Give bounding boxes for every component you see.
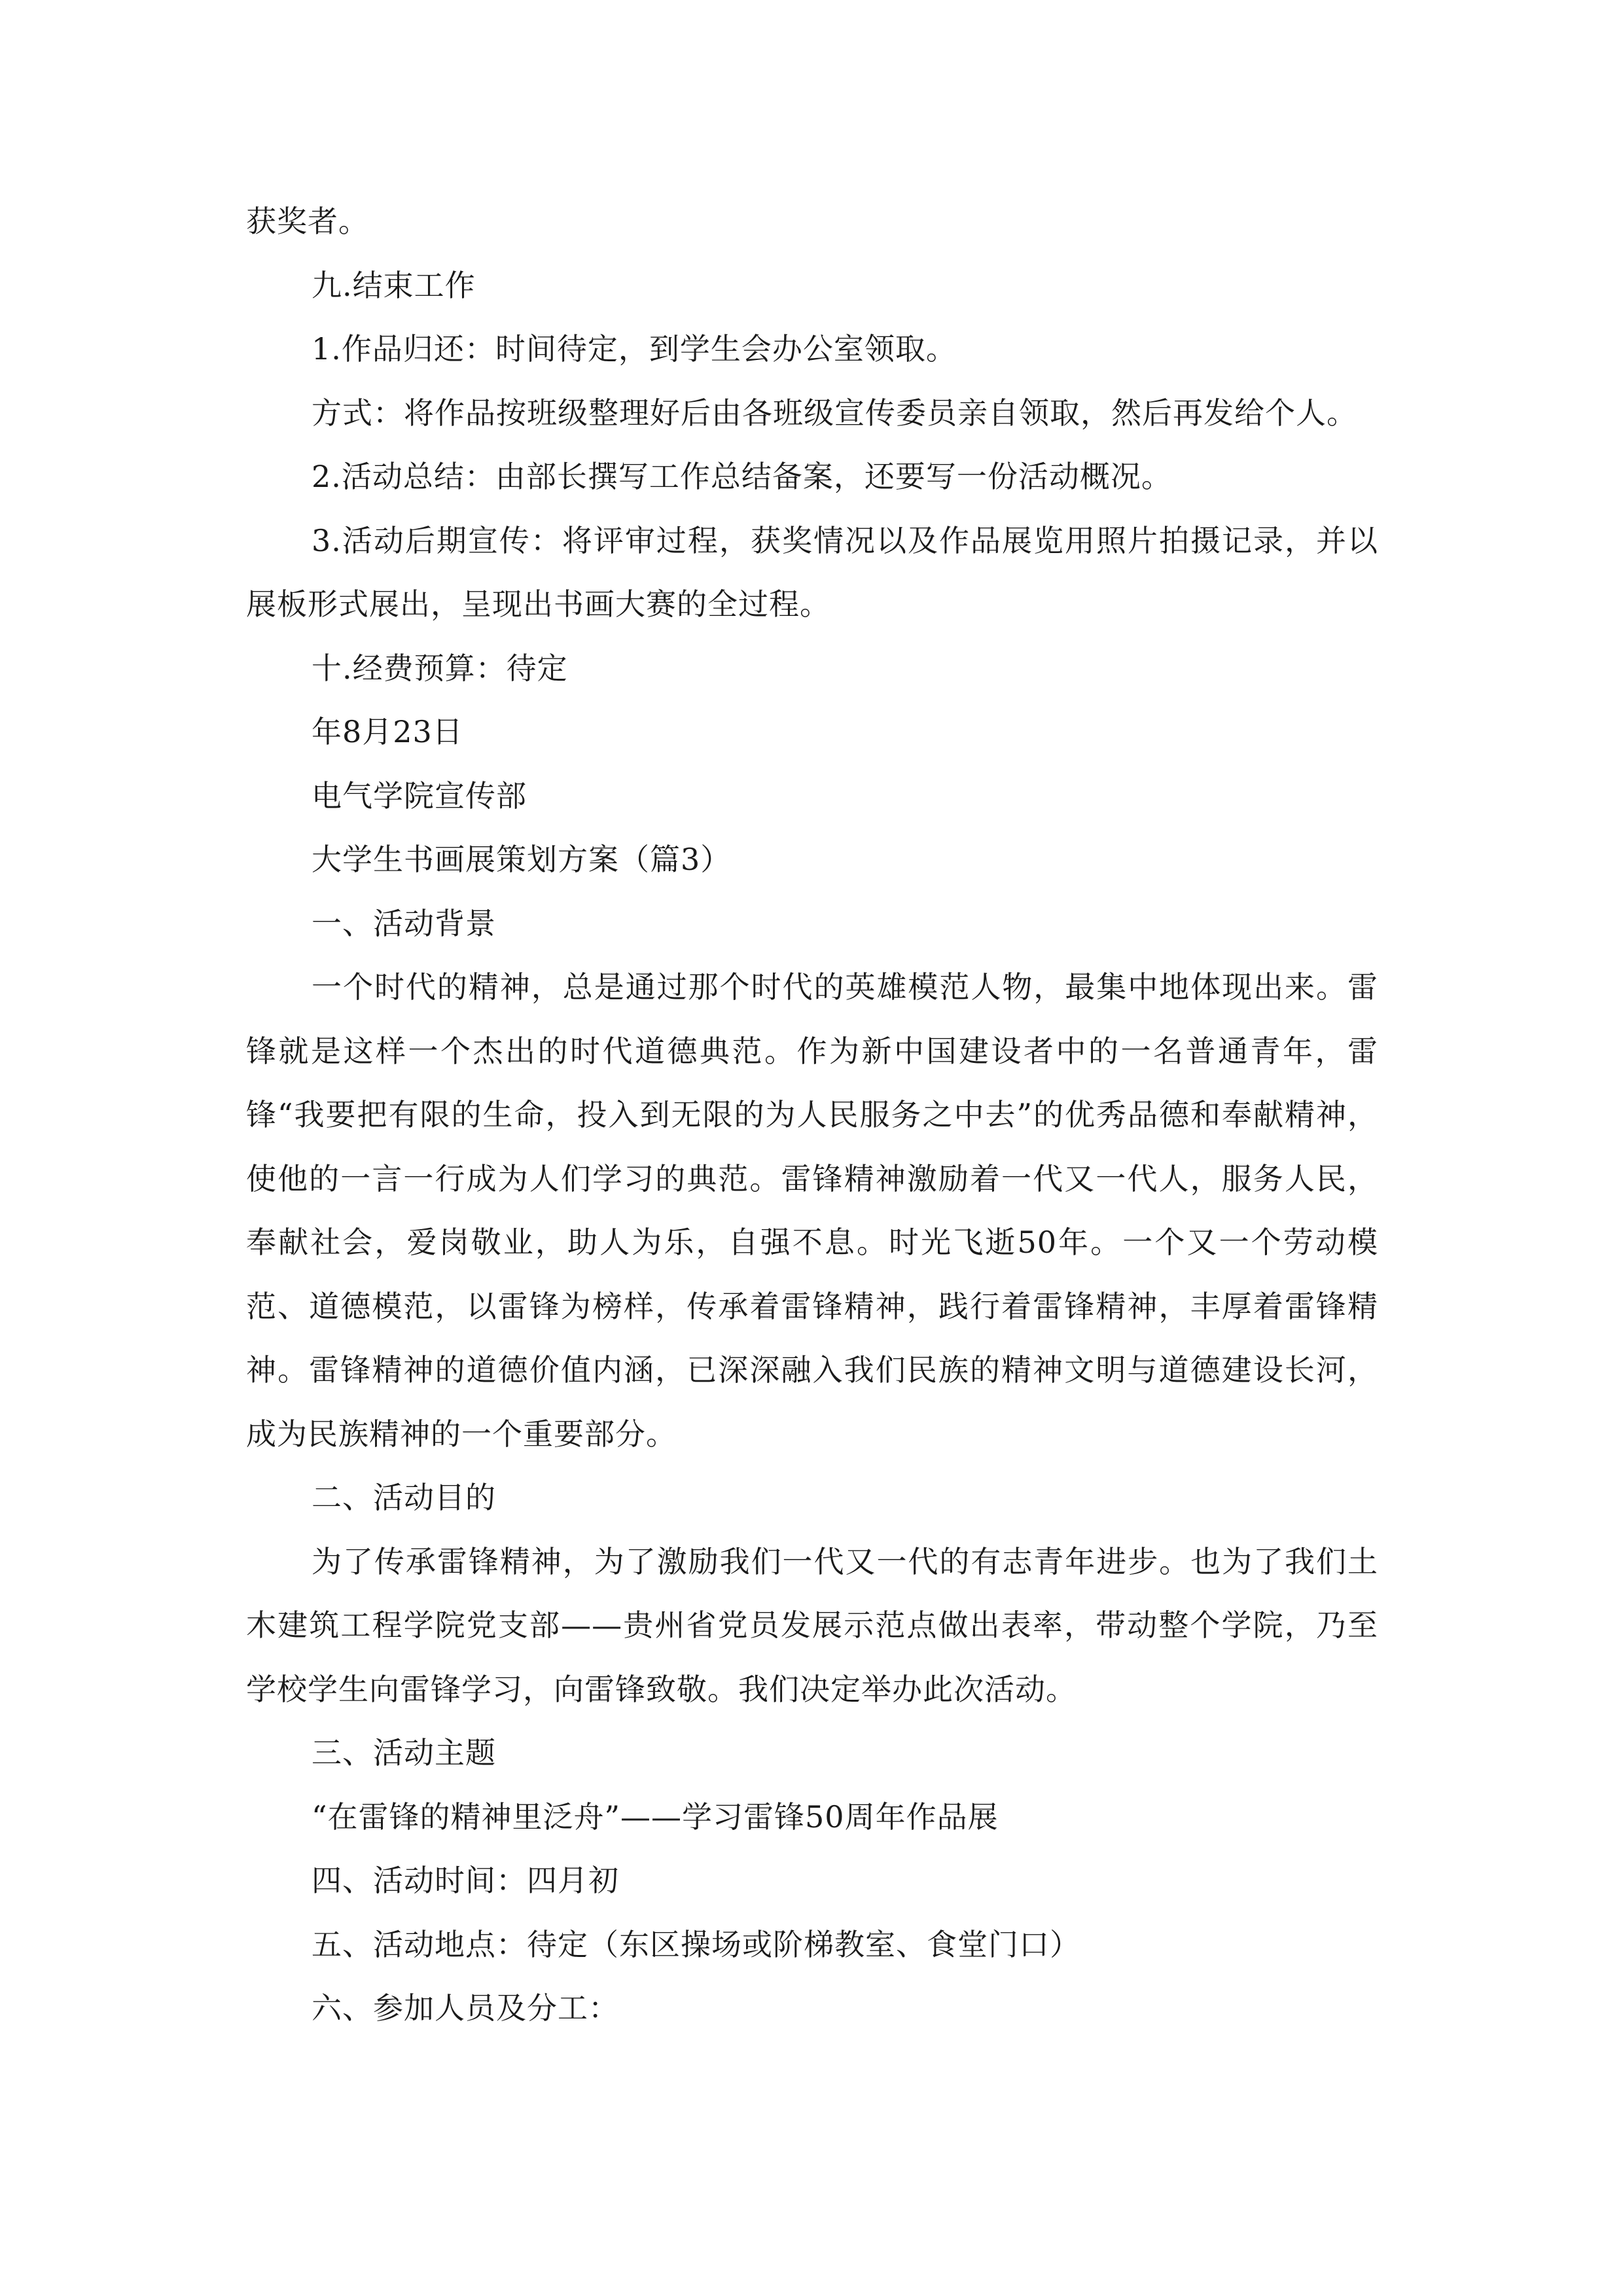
- date-line: 年8月23日: [312, 714, 463, 749]
- paragraph-purpose: 为了传承雷锋精神，为了激励我们一代又一代的有志青年进步。也为了我们土木建筑工程学院党支部——贵州省党员发展示范点做出表率，带动整个学院，乃至学校学生向雷锋学习，向雷锋致敬。我们决定举办此次活动。: [246, 1543, 1378, 1707]
- heading-purpose: 二、活动目的: [312, 1480, 496, 1515]
- department-signature: 电气学院宣传部: [312, 778, 527, 814]
- heading-time: 四、活动时间：四月初: [312, 1863, 619, 1898]
- document-body: [246, 190, 1378, 2041]
- heading-background: 一、活动背景: [312, 905, 496, 941]
- heading-closing-work: 九.结束工作: [312, 267, 476, 303]
- heading-theme: 三、活动主题: [312, 1735, 496, 1770]
- heading-location: 五、活动地点：待定（东区操场或阶梯教室、食堂门口）: [312, 1926, 1080, 1962]
- heading-participants: 六、参加人员及分工：: [312, 1990, 619, 2026]
- paragraph-background: 一个时代的精神，总是通过那个时代的英雄模范人物，最集中地体现出来。雷锋就是这样一个杰出的时代道德典范。作为新中国建设者中的一名普通青年，雷锋“我要把有限的生命，投入到无限的为人民服务之中去”的优秀品德和奉献精神，使他的一言一行成为人们学习的典范。雷锋精神激励着一代又一代人，服务人民，奉献社会，爱岗敬业，助人为乐，自强不息。时光飞逝50年。一个又一个劳动模范、道德模范，以雷锋为榜样，传承着雷锋精神，践行着雷锋精神，丰厚着雷锋精神。雷锋精神的道德价值内涵，已深深融入我们民族的精神文明与道德建设长河，成为民族精神的一个重要部分。: [246, 969, 1378, 1452]
- paragraph-post-publicity: 3.活动后期宣传：将评审过程，获奖情况以及作品展览用照片拍摄记录，并以展板形式展出，呈现出书画大赛的全过程。: [246, 522, 1378, 622]
- plan-title: 大学生书画展策划方案（篇3）: [312, 842, 732, 877]
- paragraph-return-method: 方式：将作品按班级整理好后由各班级宣传委员亲自领取，然后再发给个人。: [312, 395, 1357, 431]
- paragraph-theme: “在雷锋的精神里泛舟”——学习雷锋50周年作品展: [312, 1799, 999, 1835]
- paragraph-activity-summary: 2.活动总结：由部长撰写工作总结备案，还要写一份活动概况。: [312, 459, 1172, 494]
- paragraph-award-winners: 获奖者。: [246, 204, 369, 239]
- paragraph-artwork-return: 1.作品归还：时间待定，到学生会办公室领取。: [312, 331, 957, 367]
- heading-budget: 十.经费预算：待定: [312, 650, 568, 686]
